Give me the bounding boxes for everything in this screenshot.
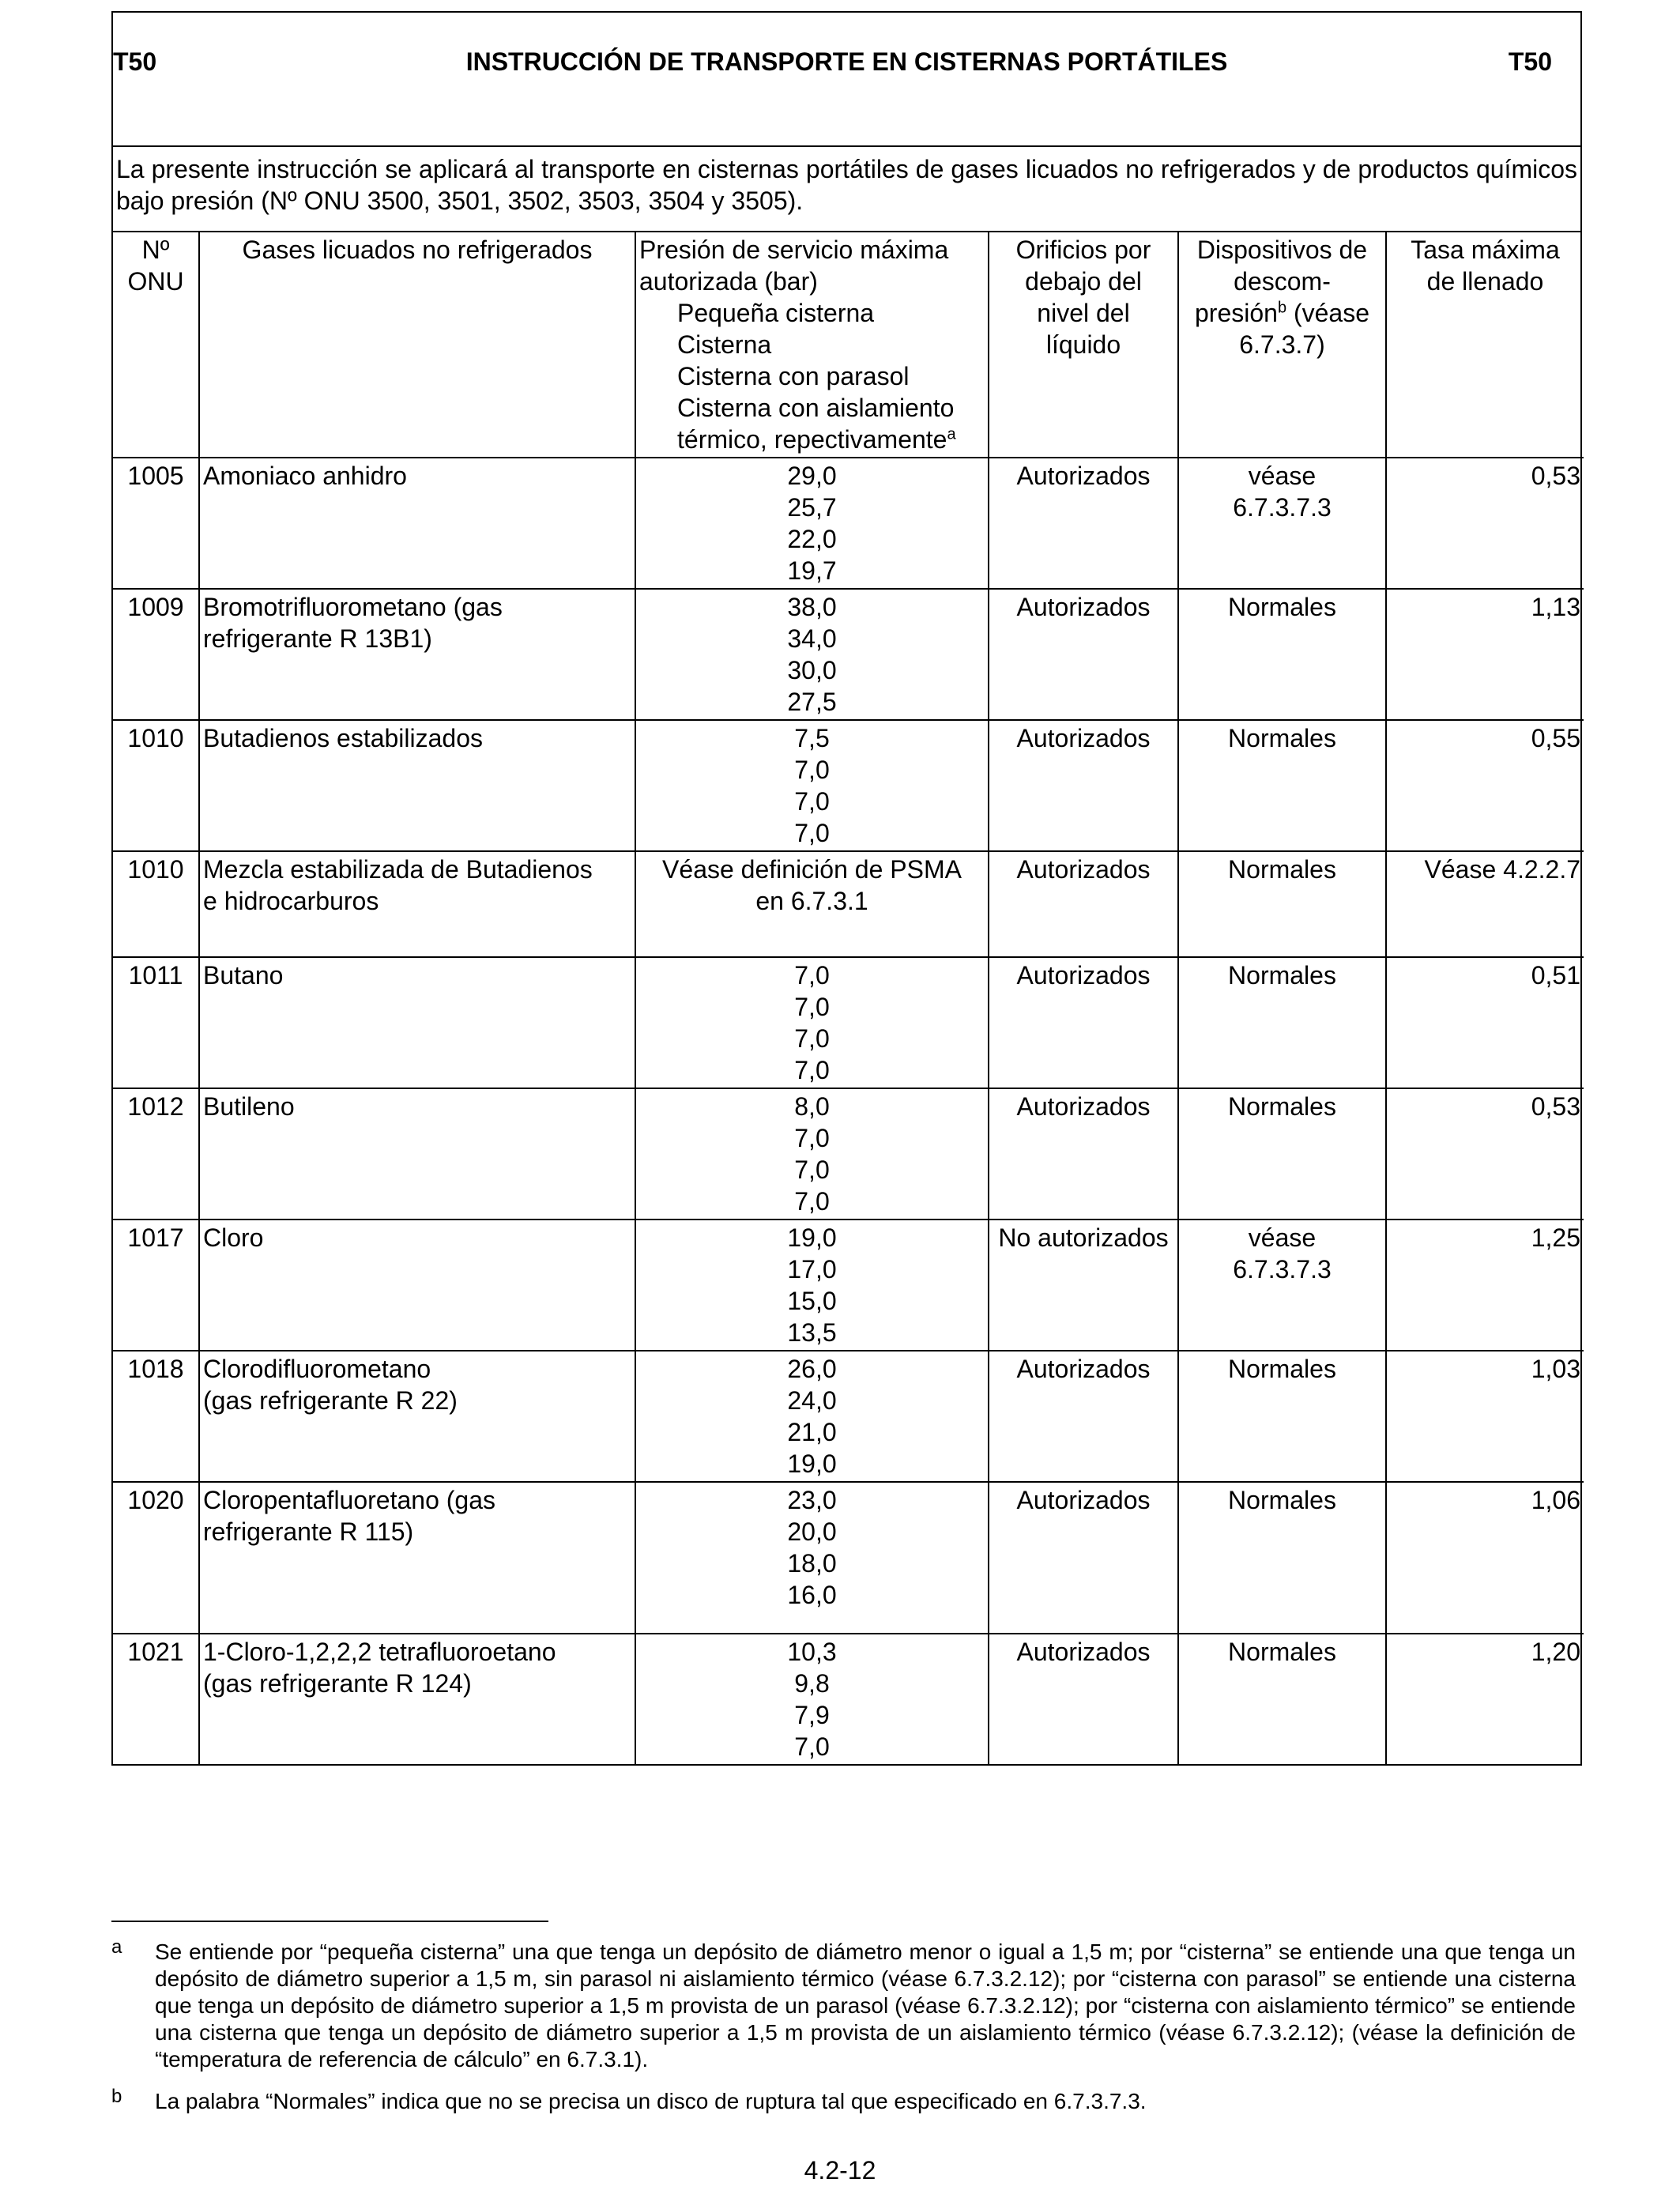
relief-value: Normales [1178,1088,1386,1220]
orifices-value: Autorizados [989,851,1178,957]
footnote-ref-a: a [947,425,956,443]
col-header-onu: Nº ONU [113,232,199,458]
intro-paragraph: La presente instrucción se aplicará al transporte en cisternas portátiles de gases licuados no refrigerados y de productos químicos bajo presión (Nº ONU 3500, 3501, 3502, 3503, 3504 y 3505). [113,147,1580,232]
relief-value: Normales [1178,720,1386,851]
relief-value: Normales [1178,1634,1386,1764]
relief-value: Normales [1178,1351,1386,1482]
onu-number: 1009 [113,589,199,720]
gas-name: Cloro [199,1220,635,1351]
footnote-b [111,2088,1576,2117]
max-pressure: 23,0 20,0 18,0 16,0 [635,1482,989,1634]
gas-name: Bromotrifluorometano (gas refrigerante R 13B1) [199,589,635,720]
onu-number: 1017 [113,1220,199,1351]
col-header-pressure: Presión de servicio máxima autorizada (bar) Pequeña cisterna Cisterna Cisterna con parasol Cisterna con aislamiento térmico, repectivamente$^a$ [635,232,989,458]
col-header-gases: Gases licuados no refrigerados [199,232,635,458]
table-row [113,957,1584,1088]
gas-name: Butadienos estabilizados [199,720,635,851]
footnote-a [111,1936,1576,2073]
max-pressure: 29,0 25,7 22,0 19,7 [635,458,989,589]
max-pressure: 7,0 7,0 7,0 7,0 [635,957,989,1088]
table-row [113,589,1584,720]
fill-rate: 0,53 [1386,458,1584,589]
fill-rate: 1,20 [1386,1634,1584,1764]
onu-number: 1021 [113,1634,199,1764]
max-pressure: 26,0 24,0 21,0 19,0 [635,1351,989,1482]
orifices-value: Autorizados [989,1634,1178,1764]
max-pressure: 38,0 34,0 30,0 27,5 [635,589,989,720]
orifices-value: Autorizados [989,957,1178,1088]
orifices-value: Autorizados [989,458,1178,589]
onu-number: 1020 [113,1482,199,1634]
max-pressure: 7,5 7,0 7,0 7,0 [635,720,989,851]
relief-value: Normales [1178,589,1386,720]
onu-number: 1012 [113,1088,199,1220]
orifices-value: Autorizados [989,1088,1178,1220]
table-row [113,851,1584,957]
fill-rate: 1,06 [1386,1482,1584,1634]
fill-rate: 0,53 [1386,1088,1584,1220]
gas-name: Butano [199,957,635,1088]
table-row [113,720,1584,851]
table-row [113,1482,1584,1634]
gas-name: 1-Cloro-1,2,2,2 tetrafluoroetano (gas refrigerante R 124) [199,1634,635,1764]
instruction-code-right: T50 [1508,47,1552,76]
relief-value: véase 6.7.3.7.3 [1178,1220,1386,1351]
instruction-header [113,13,1580,147]
table-row [113,1351,1584,1482]
instruction-title: INSTRUCCIÓN DE TRANSPORTE EN CISTERNAS PORTÁTILES [465,47,1228,76]
orifices-value: Autorizados [989,1482,1178,1634]
gas-name: Amoniaco anhidro [199,458,635,589]
gases-table [113,232,1584,1764]
table-header-row [113,232,1584,458]
max-pressure: 10,3 9,8 7,9 7,0 [635,1634,989,1764]
table-row [113,458,1584,589]
col-header-relief: Dispositivos de descom- presión$^b$ (véase 6.7.3.7) [1178,232,1386,458]
fill-rate: 1,25 [1386,1220,1584,1351]
table-row [113,1088,1584,1220]
page-number: 4.2-12 [804,2156,876,2185]
relief-value: véase 6.7.3.7.3 [1178,458,1386,589]
fill-rate: Véase 4.2.2.7 [1386,851,1584,957]
col-header-fill: Tasa máxima de llenado [1386,232,1584,458]
footnote-text: La palabra “Normales” indica que no se precisa un disco de ruptura tal que especificado en 6.7.3.7.3. [155,2089,1147,2113]
fill-rate: 1,13 [1386,589,1584,720]
relief-value: Normales [1178,957,1386,1088]
footnote-mark: b [111,2086,122,2107]
fill-rate: 0,55 [1386,720,1584,851]
col-header-orifices: Orificios por debajo del nivel del líquido [989,232,1178,458]
max-pressure: 19,0 17,0 15,0 13,5 [635,1220,989,1351]
orifices-value: Autorizados [989,1351,1178,1482]
relief-value: Normales [1178,851,1386,957]
gas-name: Butileno [199,1088,635,1220]
onu-number: 1005 [113,458,199,589]
max-pressure: 8,0 7,0 7,0 7,0 [635,1088,989,1220]
relief-value: Normales [1178,1482,1386,1634]
table-row [113,1634,1584,1764]
gas-name: Mezcla estabilizada de Butadienos e hidrocarburos [199,851,635,957]
fill-rate: 1,03 [1386,1351,1584,1482]
max-pressure: Véase definición de PSMA en 6.7.3.1 [635,851,989,957]
gas-name: Cloropentafluoretano (gas refrigerante R 115) [199,1482,635,1634]
footnote-ref-b: b [1277,299,1287,317]
table-row [113,1220,1584,1351]
instruction-code-left: T50 [113,47,157,76]
footnote-text: Se entiende por “pequeña cisterna” una que tenga un depósito de diámetro menor o igual a 1,5 m; por “cisterna” se entiende una que tenga un depósito de diámetro superior a 1,5 m, sin parasol ni aislamiento térmico (véase 6.7.3.2.12); por “cisterna con parasol” se entiende una cisterna que tenga un depósito de diámetro superior a 1,5 m provista de un parasol (véase 6.7.3.2.12); por “cisterna con aislamiento térmico” se entiende una cisterna que tenga un depósito de diámetro superior a 1,5 m provista de un aislamiento térmico (véase 6.7.3.2.12); (véase la definición de “temperatura de referencia de cálculo” en 6.7.3.1). [155,1940,1576,2071]
orifices-value: No autorizados [989,1220,1178,1351]
orifices-value: Autorizados [989,720,1178,851]
onu-number: 1011 [113,957,199,1088]
footnote-rule [111,1921,548,1922]
fill-rate: 0,51 [1386,957,1584,1088]
onu-number: 1010 [113,851,199,957]
gas-name: Clorodifluorometano (gas refrigerante R 22) [199,1351,635,1482]
orifices-value: Autorizados [989,589,1178,720]
instruction-frame [111,11,1582,1766]
footnote-mark: a [111,1936,122,1958]
onu-number: 1010 [113,720,199,851]
onu-number: 1018 [113,1351,199,1482]
